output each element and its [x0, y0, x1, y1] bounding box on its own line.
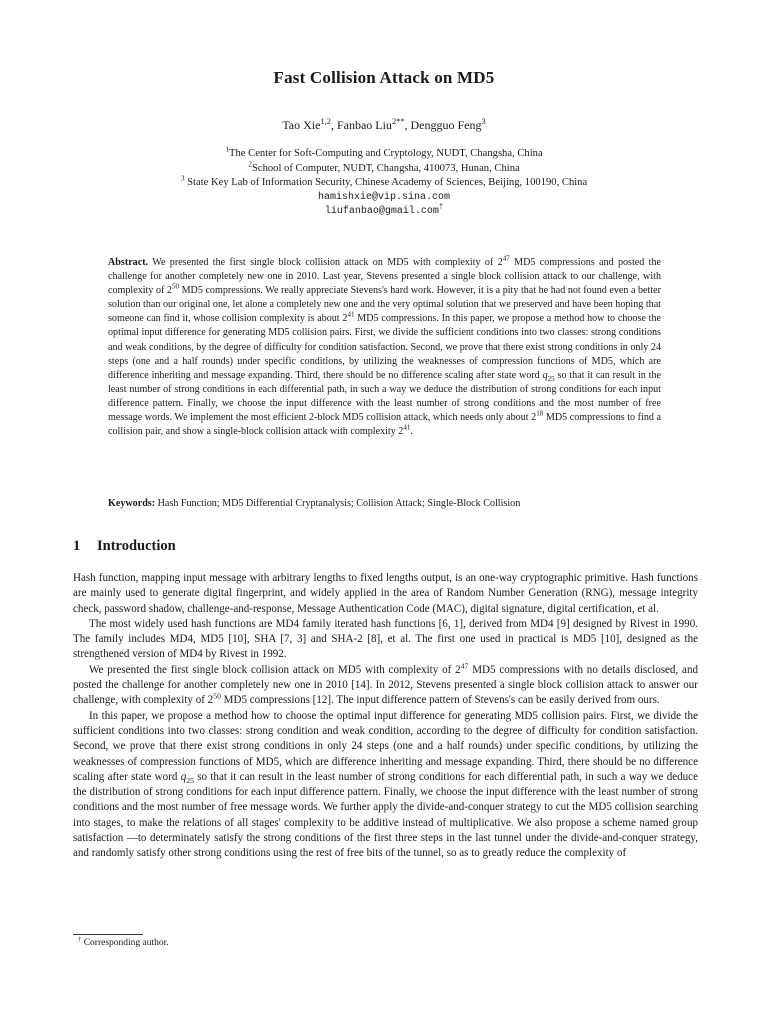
author-list: Tao Xie$^{1,2}$, Fanbao Liu$^{2**}$, Dengguo Feng$^3$	[282, 117, 486, 132]
abstract-text: MD5 compressions. In this paper, we propose a method how to choose the optimal input difference for generating MD5 collision pairs. First, we divide the sufficient conditions into two classes: strong conditions and weak conditions, by the degree of difficulty for condition satisfaction. Second, we prove that there exist strong conditions in only 24 steps (one and a half rounds) under specific conditions, by utilizing the weaknesses of compression functions of MD5, which are difference inheriting and message expanding. Third, there should be no difference scaling after state word	[108, 313, 661, 381]
footnote-mark: †	[438, 204, 444, 213]
paragraph-text: MD5 compressions with no details disclosed, and posted the challenge for another completely new one in 2010 [14]. In 2012, Stevens presented a single block collision attack to answer our challenge, with complexity of 2	[73, 663, 698, 707]
paragraph	[73, 709, 698, 862]
exponent: 41	[403, 423, 411, 432]
section-heading	[73, 538, 176, 555]
affiliation-mark: 3	[180, 173, 185, 183]
footnote-text: Corresponding author.	[81, 938, 169, 948]
author-name: Fanbao Liu	[336, 118, 392, 132]
abstract-text: MD5 compressions and posted the challenge for another completely new one in 2010. Last year, Stevens presented a single block collision attack to our challenge, with complexity of 2	[108, 257, 661, 297]
paragraph-text: MD5 compressions [12]. The input difference pattern of Stevens's can be easily derived from ours.	[220, 694, 660, 707]
exponent: 47	[460, 661, 469, 671]
keywords-label: Keywords:	[108, 498, 156, 509]
paragraph: The most widely used hash functions are MD4 family iterated hash functions [6, 1], derived from MD4 [9] designed by Rivest in 1990. The family includes MD4, MD5 [10], SHA [7, 3] and SHA-2 [8], et al. The first one used in practical is MD5 [10], designed as the strengthened version of MD4 by Rivest in 1992.	[73, 617, 698, 661]
affiliation-mark: 2	[248, 159, 252, 169]
affiliations	[0, 144, 768, 220]
affiliation-line	[0, 159, 768, 177]
affiliation-mark: 1	[225, 144, 230, 154]
affiliation-text: School of Computer, NUDT, Changsha, 410073, Hunan, China	[251, 162, 520, 174]
section-title: Introduction	[97, 538, 176, 554]
exponent: 41	[347, 311, 355, 320]
email-address[interactable]: liufanbao@gmail.com	[324, 206, 439, 218]
exponent: 50	[213, 691, 221, 701]
affiliation-line	[0, 144, 768, 162]
math-variable: q	[180, 770, 187, 783]
paragraph	[73, 663, 698, 709]
paragraph-text: In this paper, we propose a method how to choose the optimal input difference for generating MD5 collision pairs. First, we divide the sufficient conditions into two classes: strong condition and weak condition, according to the degree of difficulty for condition satisfaction. Second, we prove that there exist strong conditions in only 24 steps (one and a half rounds) under specific conditions, by utilizing the weaknesses of compression functions of MD5, which are difference inheriting and message expanding. Third, there should be no difference scaling after state word	[73, 709, 698, 783]
abstract	[108, 256, 661, 439]
email-line	[0, 191, 768, 206]
math-subscript: 25	[547, 374, 555, 383]
math-subscript: 25	[186, 776, 194, 786]
footnote	[78, 935, 169, 948]
affiliation-text: State Key Lab of Information Security, Chinese Academy of Sciences, Beijing, 100190, China	[184, 177, 588, 189]
paragraph-text: We presented the first single block collision attack on MD5 with complexity of 2	[89, 663, 461, 676]
paper-title: Fast Collision Attack on MD5	[273, 68, 495, 87]
author-affiliation-mark: 3	[481, 117, 486, 126]
exponent: 18	[536, 409, 544, 418]
abstract-text: .	[410, 426, 413, 438]
exponent: 50	[171, 282, 180, 291]
exponent: 47	[502, 254, 510, 263]
abstract-text: so that it can result in the least number of strong conditions in each differential path, in such a way we deduce the distribution of strong conditions for each input difference pattern. Finally, we choose the input difference with the least number of strong conditions and the most number of free message words. We implement the most efficient 2-block MD5 collision attack, which needs only about 2	[108, 369, 661, 424]
affiliation-line	[0, 173, 768, 191]
affiliation-text: The Center for Soft-Computing and Cryptology, NUDT, Changsha, China	[229, 148, 543, 159]
author-affiliation-mark: 1,2	[320, 117, 331, 126]
paragraph-text: so that it can result in the least number of strong conditions for each differential path, in such a way we deduce the distribution of strong conditions for each input difference pattern. Finally, we choose the input difference with the least number of strong conditions and the most number of free message words. We further apply the divide-and-conquer strategy to cut the MD5 collision searching into stages, to make the relations of all stages' complexity to be additive instead of multiplicative. We also propose a scheme named group satisfaction —to determinately satisfy the strong conditions of the first three steps in the last tunnel under the divide-and-conquer strategy, and randomly satisfy other strong conditions using the rest of free bits of the tunnel, so as to greatly reduce the complexity of	[73, 770, 698, 860]
author-name: Dengguo Feng	[410, 118, 482, 132]
email-address[interactable]: hamishxie@vip.sina.com	[317, 191, 451, 203]
abstract-text: MD5 compressions. We really appreciate Stevens's hard work. However, it is a pity that he had not found even a better solution than our original one, let alone a completely new one and the very optimal solution that we preserved and have been hoping that someone can find it, whose collision complexity is about 2	[108, 285, 661, 325]
section-number: 1	[73, 538, 81, 554]
abstract-text: We presented the first single block collision attack on MD5 with complexity of 2	[148, 257, 503, 268]
keywords	[108, 498, 661, 509]
math-variable: q	[542, 369, 548, 381]
abstract-text: MD5 compressions to find a collision pair, and show a single-block collision attack with complexity 2	[108, 412, 661, 438]
keywords-text: Hash Function; MD5 Differential Cryptanalysis; Collision Attack; Single-Block Collision	[155, 498, 521, 509]
paragraph: Hash function, mapping input message with arbitrary lengths to fixed lengths output, is an one-way cryptographic primitive. Hash functions are mainly used to generate digital fingerprint, and widely applied in the area of Random Number Generation (RNG), message integrity check, password shadow, challenge-and-response, Message Authentication Code (MAC), digital signature, digital certification, et al.	[73, 572, 698, 615]
footnote-mark: †	[78, 935, 82, 943]
abstract-label: Abstract.	[108, 257, 149, 268]
section-body	[73, 571, 698, 862]
author-affiliation-mark: 2**	[391, 117, 405, 126]
email-line	[0, 205, 768, 220]
footnote-rule	[73, 934, 143, 935]
author-name: Tao Xie	[282, 118, 321, 132]
